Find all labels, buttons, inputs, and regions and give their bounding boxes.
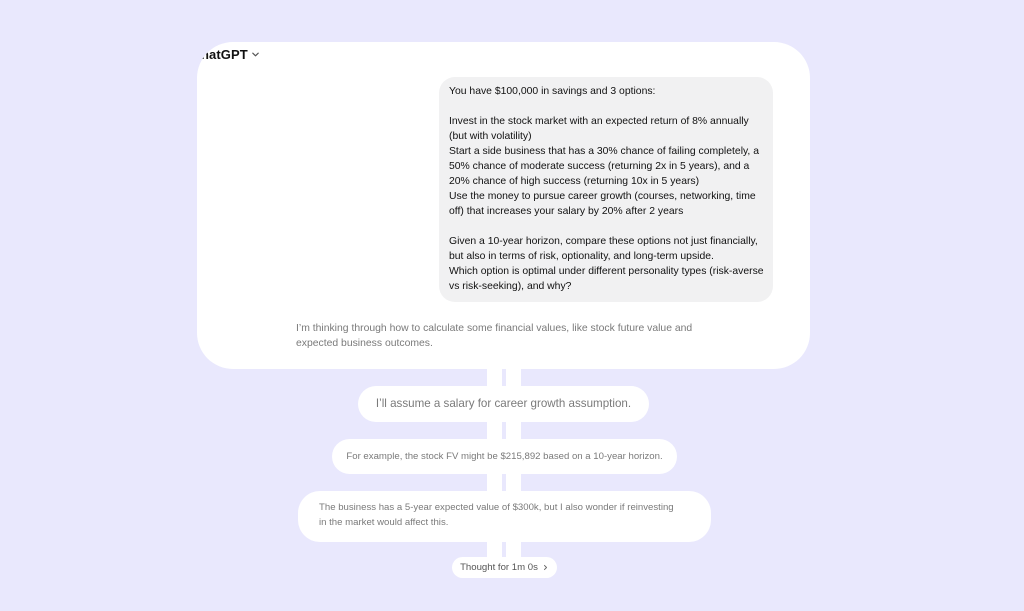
model-selector-label: natGPT	[201, 47, 248, 62]
chevron-down-icon	[251, 50, 260, 59]
thinking-step: For example, the stock FV might be $215,892 based on a 10-year horizon.	[332, 439, 677, 474]
thinking-step-line: The business has a 5-year expected value of $300k, but I also wonder if reinvesting	[319, 502, 674, 513]
thinking-step-line: in the market would affect this.	[319, 517, 449, 528]
user-message-line: You have $100,000 in savings and 3 options:	[449, 86, 656, 97]
user-message-line: but also in terms of risk, optionality, and long-term upside.	[449, 251, 714, 262]
user-message-line: Invest in the stock market with an expected return of 8% annually	[449, 116, 749, 127]
model-selector[interactable]	[201, 47, 260, 62]
user-message-line: (but with volatility)	[449, 131, 532, 142]
thinking-step	[298, 491, 711, 542]
conversation-card	[197, 42, 810, 369]
user-message-line: off) that increases your salary by 20% after 2 years	[449, 206, 684, 217]
user-message-line: Use the money to pursue career growth (courses, networking, time	[449, 191, 756, 202]
user-message-line: vs risk-seeking), and why?	[449, 281, 572, 292]
thinking-main-text: I’m thinking through how to calculate some financial values, like stock future value and expected business outcomes.	[296, 323, 693, 349]
user-message-line: Start a side business that has a 30% chance of failing completely, a	[449, 146, 759, 157]
chevron-right-icon	[542, 564, 549, 571]
thought-duration-label: Thought for 1m 0s	[460, 562, 538, 573]
thought-duration-button[interactable]	[452, 557, 557, 578]
user-message-line: Given a 10-year horizon, compare these options not just financially,	[449, 236, 758, 247]
user-message-line: 50% chance of moderate success (returning 2x in 5 years), and a	[449, 161, 750, 172]
user-message-line: Which option is optimal under different personality types (risk-averse	[449, 266, 764, 277]
user-message-line: 20% chance of high success (returning 10x in 5 years)	[449, 176, 700, 187]
thinking-step: I’ll assume a salary for career growth assumption.	[358, 386, 649, 422]
user-message-bubble	[439, 77, 773, 302]
